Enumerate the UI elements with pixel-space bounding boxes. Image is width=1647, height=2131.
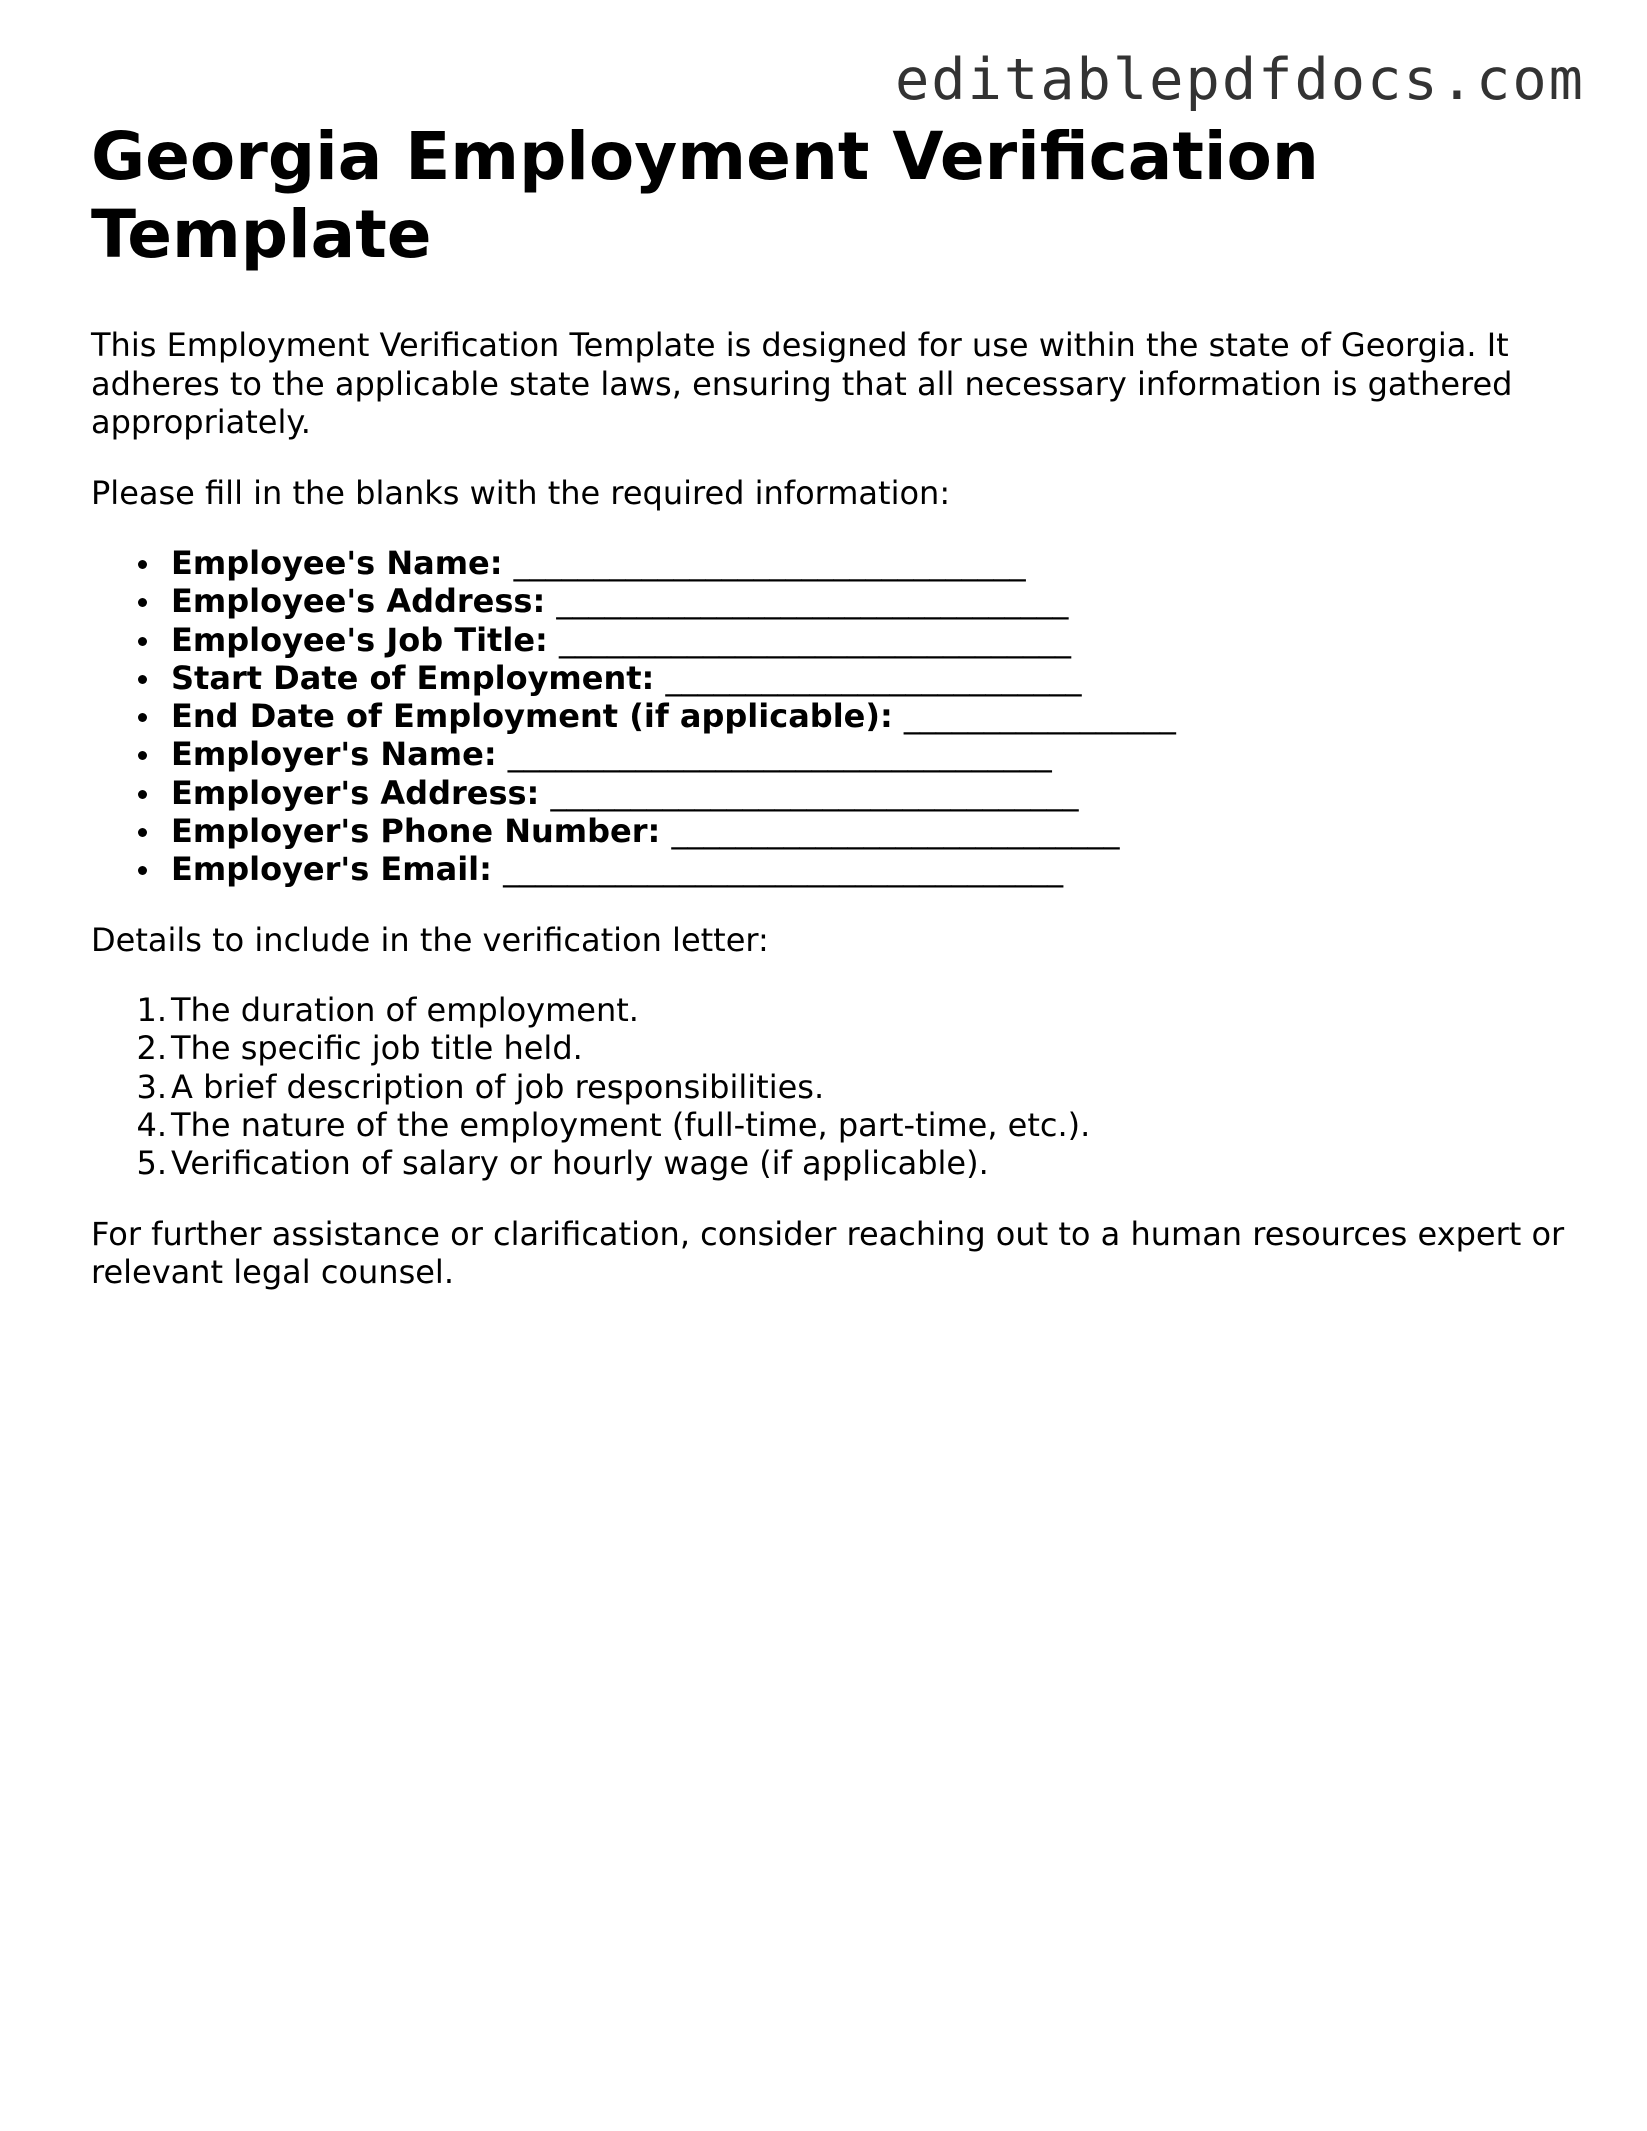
item-number: 1. [136,991,167,1030]
instructions-paragraph: Please fill in the blanks with the required information: [91,473,951,512]
required-fields-list [91,544,1571,889]
field-label: Employer's Address: [171,773,540,812]
field-label: End Date of Employment (if applicable): [171,697,893,736]
fill-in-blank[interactable]: ________________________________ [556,582,1069,621]
list-item [136,1067,1571,1106]
intro-paragraph: This Employment Verification Template is designed for use within the state of Georgia. It adheres to the applicable state laws, ensuring that all necessary information is gathered appropriately. [91,326,1513,441]
field-employer-address [171,774,1571,812]
item-text: The duration of employment. [171,991,639,1030]
fill-in-blank[interactable]: _________________________________ [550,773,1079,812]
fill-in-blank[interactable]: ________________________________ [513,544,1026,582]
field-label: Employee's Name: [171,544,503,582]
details-intro-paragraph: Details to include in the verification letter: [91,920,769,959]
field-employer-phone [171,812,1571,850]
field-label: Start Date of Employment: [171,658,655,697]
item-text: The nature of the employment (full-time, part-time, etc.). [171,1106,1091,1145]
field-label: Employer's Name: [171,735,497,774]
field-label: Employee's Address: [171,582,546,621]
item-text: The specific job title held. [171,1029,583,1068]
field-end-date [171,697,1571,735]
field-label: Employer's Email: [171,850,492,889]
fill-in-blank[interactable]: ________________________________ [558,620,1071,659]
fill-in-blank[interactable]: __________________________ [665,658,1082,697]
list-item [136,1144,1571,1183]
closing-paragraph: For further assistance or clarification, consider reaching out to a human resources expert or relevant legal counsel. [91,1214,1565,1292]
item-number: 4. [136,1106,167,1145]
item-text: Verification of salary or hourly wage (if applicable). [171,1144,989,1183]
item-text: A brief description of job responsibilities. [171,1067,825,1106]
list-item [136,1106,1571,1145]
field-employer-email [171,850,1571,888]
page-title: Georgia Employment Verification Template [91,118,1319,273]
details-list [91,991,1571,1182]
fill-in-blank[interactable]: ____________________________ [671,812,1120,851]
document-page [91,118,1571,1292]
list-item [136,1029,1571,1068]
field-label: Employee's Job Title: [171,620,548,659]
item-number: 2. [136,1029,167,1068]
field-label: Employer's Phone Number: [171,812,661,851]
field-employee-job-title [171,621,1571,659]
item-number: 3. [136,1067,167,1106]
fill-in-blank[interactable]: __________________________________ [507,735,1052,774]
field-employee-name [171,544,1571,582]
list-item [136,991,1571,1030]
fill-in-blank[interactable]: ___________________________________ [503,850,1064,889]
item-number: 5. [136,1144,167,1183]
field-employee-address [171,582,1571,620]
field-employer-name [171,735,1571,773]
site-watermark: editablepdfdocs.com [894,47,1585,113]
field-start-date [171,659,1571,697]
fill-in-blank[interactable]: _________________ [903,697,1176,736]
